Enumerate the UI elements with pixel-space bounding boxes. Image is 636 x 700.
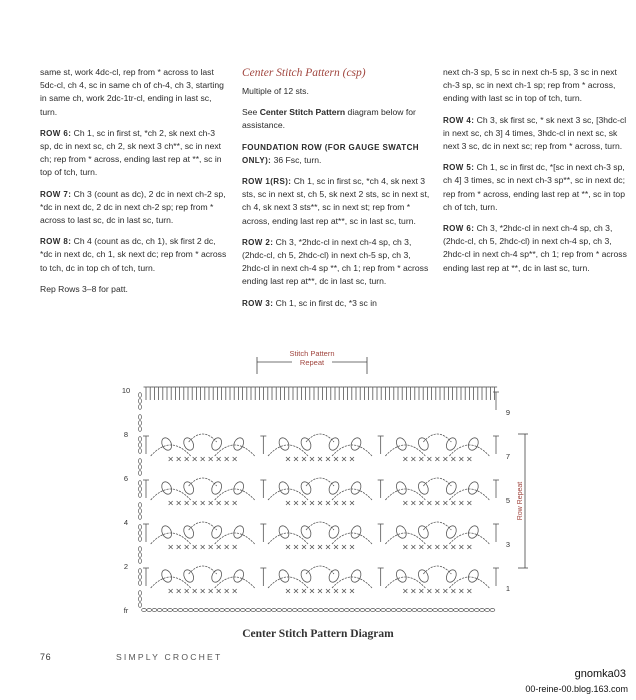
- cluster-stitch: [467, 436, 481, 452]
- row-number-left: 2: [123, 562, 129, 571]
- text-column-3: [443, 66, 629, 283]
- chain-stitch: [474, 609, 479, 612]
- page-number: 76: [40, 652, 52, 662]
- cluster-stitch: [277, 436, 291, 452]
- cluster-stitch: [395, 524, 409, 540]
- row-number-left: 8: [123, 430, 129, 439]
- cluster-stitch: [160, 480, 174, 496]
- cluster-stitch: [232, 568, 246, 584]
- row-number-right: 1: [505, 584, 511, 593]
- crochet-stitch-diagram: [120, 348, 530, 628]
- turning-chain: [139, 449, 142, 454]
- row-6-instruction: [40, 127, 228, 180]
- turning-chain: [139, 509, 142, 514]
- row-text: Ch 3, sk first sc, * sk next 3 sc, [3hdc-cl in next sc, ch 3] 4 times, 3hdc-cl in next sc, sk next 3 sc, dc in next sc; rep from * across, turn.: [443, 114, 627, 152]
- turning-chain: [139, 575, 142, 580]
- watermark-url: 00-reine-00.blog.163.com: [525, 684, 628, 694]
- turning-chain: [139, 393, 142, 398]
- text-column-2: [242, 66, 430, 318]
- chain-stitch: [360, 609, 365, 612]
- turning-chain: [139, 427, 142, 432]
- chain-stitch: [386, 609, 391, 612]
- chain-stitch: [142, 609, 147, 612]
- paragraph-intro: same st, work 4dc-cl, rep from * across to last 5dc-cl, ch 4, sc in same ch of ch-4, ch 3, starting in same ch, work 2dc-1tr-cl, ending in last sc, turn.: [40, 67, 224, 117]
- diagram-stitches: [139, 387, 500, 612]
- chain-stitch: [178, 609, 183, 612]
- turning-chain: [139, 581, 142, 586]
- cluster-stitch: [417, 524, 431, 540]
- chain-stitch: [251, 609, 256, 612]
- multiple-note: Multiple of 12 sts.: [242, 86, 309, 96]
- chain-stitch: [324, 609, 329, 612]
- cluster-stitch: [182, 436, 196, 452]
- chain-stitch: [350, 609, 355, 612]
- chain-stitch: [183, 609, 188, 612]
- row-number-right: 3: [505, 540, 511, 549]
- chain-stitch: [438, 609, 443, 612]
- foundation-row: [242, 141, 430, 167]
- row-8-instruction: [40, 235, 228, 275]
- chain-stitch: [277, 609, 282, 612]
- chain-arc: [189, 434, 217, 442]
- cluster-stitch: [395, 568, 409, 584]
- cluster-stitch: [467, 568, 481, 584]
- chain-stitch: [246, 609, 251, 612]
- turning-chain: [139, 459, 142, 464]
- row-repeat-label: Row Repeat: [517, 481, 524, 521]
- cluster-stitch: [327, 480, 341, 496]
- row-number-left: 4: [123, 518, 129, 527]
- row-label: ROW 6:: [40, 128, 72, 138]
- chain-arc: [189, 522, 217, 530]
- row-text: Ch 1, sc in first dc, *3 sc in: [273, 297, 377, 308]
- turning-chain: [139, 481, 142, 486]
- chain-stitch: [490, 609, 495, 612]
- row-4-instruction: [443, 114, 629, 154]
- chain-stitch: [199, 609, 204, 612]
- chain-stitch: [261, 609, 266, 612]
- chain-stitch: [370, 609, 375, 612]
- chain-stitch: [204, 609, 209, 612]
- chain-stitch: [355, 609, 360, 612]
- chain-stitch: [407, 609, 412, 612]
- chain-arc: [423, 434, 451, 442]
- chain-stitch: [162, 609, 167, 612]
- cluster-stitch: [395, 480, 409, 496]
- diagram-title: Center Stitch Pattern Diagram: [242, 628, 394, 640]
- row-text: Ch 3, *2hdc-cl in next ch-4 sp, ch 3, (2hdc-cl, ch 5, 2hdc-cl) in next ch-4 sp, ch 3, 2hdc-cl in next ch-4 sp**, ch 1; rep from * across ending last rep at **, dc in last sc, turn.: [443, 223, 627, 273]
- chain-stitch: [214, 609, 219, 612]
- cluster-stitch: [467, 480, 481, 496]
- chain-stitch: [287, 609, 292, 612]
- cluster-stitch: [417, 480, 431, 496]
- row-label: ROW 3:: [242, 298, 274, 308]
- section-heading: Center Stitch Pattern (csp): [242, 67, 366, 79]
- cluster-stitch: [210, 436, 224, 452]
- chain-stitch: [266, 609, 271, 612]
- row-1-instruction: [242, 175, 430, 228]
- cluster-stitch: [232, 436, 246, 452]
- cluster-stitch: [299, 480, 313, 496]
- cluster-stitch: [327, 524, 341, 540]
- chain-stitch: [298, 609, 303, 612]
- chain-stitch: [480, 609, 485, 612]
- row-number-left: fr: [123, 606, 129, 615]
- cluster-stitch: [182, 480, 196, 496]
- row-text: Ch 1, sc in first st, *ch 2, sk next ch-3 sp, dc in next sc, ch 2, sk next 3 ch**, sc in next ch; rep from * across, ending last rep at **, sc in top of tch, turn.: [40, 127, 222, 178]
- chain-arc: [189, 478, 217, 486]
- row-text: Ch 1, sc in first dc, *[sc in next ch-3 sp, ch 4] 3 times, sc in next ch-3 sp**, sc in next dc; rep from * across, ending last rep at **, sc in top ch of tch, turn.: [443, 162, 625, 212]
- turning-chain: [139, 421, 142, 426]
- row-number-right: 5: [505, 496, 511, 505]
- row-label: ROW 7:: [40, 189, 72, 199]
- chain-stitch: [194, 609, 199, 612]
- cluster-stitch: [299, 436, 313, 452]
- turning-chain: [139, 553, 142, 558]
- chain-stitch: [272, 609, 277, 612]
- watermark-user: gnomka03: [574, 668, 626, 680]
- turning-chain: [139, 559, 142, 564]
- cluster-stitch: [349, 480, 363, 496]
- chain-stitch: [428, 609, 433, 612]
- row-2-instruction: [242, 236, 430, 289]
- chain-stitch: [402, 609, 407, 612]
- chain-stitch: [313, 609, 318, 612]
- chain-stitch: [417, 609, 422, 612]
- chain-stitch: [334, 609, 339, 612]
- chain-arc: [306, 522, 334, 530]
- chain-stitch: [365, 609, 370, 612]
- see-pre: See: [242, 107, 260, 118]
- chain-stitch: [329, 609, 334, 612]
- cluster-stitch: [277, 480, 291, 496]
- row-label: ROW 6:: [443, 224, 475, 234]
- repeat-note: Rep Rows 3–8 for patt.: [40, 283, 128, 294]
- cluster-stitch: [232, 480, 246, 496]
- turning-chain: [139, 537, 142, 542]
- cluster-stitch: [232, 524, 246, 540]
- turning-chain: [139, 415, 142, 420]
- chain-stitch: [168, 609, 173, 612]
- chain-stitch: [412, 609, 417, 612]
- chain-stitch: [240, 609, 245, 612]
- turning-chain: [139, 591, 142, 596]
- cluster-stitch: [445, 480, 459, 496]
- row-number-right: 7: [505, 452, 511, 461]
- chain-stitch: [209, 609, 214, 612]
- chain-stitch: [433, 609, 438, 612]
- cluster-stitch: [210, 568, 224, 584]
- chain-stitch: [339, 609, 344, 612]
- cluster-stitch: [210, 524, 224, 540]
- chain-stitch: [443, 609, 448, 612]
- row-label: ROW 2:: [242, 237, 274, 247]
- chain-arc: [189, 566, 217, 574]
- chain-stitch: [391, 609, 396, 612]
- turning-chain: [139, 493, 142, 498]
- turning-chain: [139, 569, 142, 574]
- cluster-stitch: [349, 524, 363, 540]
- turning-chain: [139, 399, 142, 404]
- chain-stitch: [256, 609, 261, 612]
- diagram-row-numbers: [122, 386, 510, 615]
- turning-chain: [139, 471, 142, 476]
- row-label: FOUNDATION ROW (FOR GAUGE SWATCH ONLY):: [242, 142, 419, 165]
- turning-chain: [139, 465, 142, 470]
- cluster-stitch: [327, 436, 341, 452]
- paragraph-continued: next ch-3 sp, 5 sc in next ch-5 sp, 3 sc in next ch-3 sp, sc in next ch-1 sp; rep from * across, ending with last sc in top of tch, turn.: [443, 67, 617, 104]
- row-label: ROW 8:: [40, 237, 72, 247]
- turning-chain: [139, 405, 142, 410]
- chain-arc: [423, 522, 451, 530]
- chain-stitch: [173, 609, 178, 612]
- turning-chain: [139, 437, 142, 442]
- chain-stitch: [282, 609, 287, 612]
- chain-stitch: [303, 609, 308, 612]
- row-label: ROW 4:: [443, 115, 475, 125]
- repeat-label-bottom: Repeat: [299, 358, 325, 367]
- chain-stitch: [422, 609, 427, 612]
- chain-stitch: [459, 609, 464, 612]
- cluster-stitch: [160, 436, 174, 452]
- row-number-right: 9: [505, 408, 511, 417]
- row-text: 36 Fsc, turn.: [271, 154, 322, 165]
- running-head: SIMPLY CROCHET: [116, 652, 223, 662]
- chain-stitch: [235, 609, 240, 612]
- cluster-stitch: [417, 568, 431, 584]
- chain-stitch: [469, 609, 474, 612]
- cluster-stitch: [210, 480, 224, 496]
- see-post: diagram below for assistance.: [242, 107, 416, 131]
- see-bold: Center Stitch Pattern: [259, 107, 346, 118]
- cluster-stitch: [467, 524, 481, 540]
- cluster-stitch: [395, 436, 409, 452]
- text-column-1: [40, 66, 228, 304]
- chain-stitch: [381, 609, 386, 612]
- turning-chain: [139, 503, 142, 508]
- chain-stitch: [308, 609, 313, 612]
- turning-chain: [139, 597, 142, 602]
- chain-stitch: [454, 609, 459, 612]
- chain-arc: [306, 478, 334, 486]
- chain-arc: [423, 478, 451, 486]
- row-6-instruction: [443, 222, 629, 275]
- cluster-stitch: [160, 568, 174, 584]
- chain-stitch: [376, 609, 381, 612]
- row-label: ROW 5:: [443, 163, 475, 173]
- cluster-stitch: [182, 568, 196, 584]
- chain-stitch: [396, 609, 401, 612]
- row-number-left: 10: [121, 386, 131, 395]
- cluster-stitch: [277, 524, 291, 540]
- chain-arc: [306, 434, 334, 442]
- cluster-stitch: [277, 568, 291, 584]
- row-7-instruction: [40, 188, 228, 228]
- chain-arc: [306, 566, 334, 574]
- chain-stitch: [292, 609, 297, 612]
- row-text: Ch 3 (count as dc), 2 dc in next ch-2 sp, *dc in next dc, 2 dc in next ch-2 sp; rep from * across to last sc, dc in last sc, turn.: [40, 188, 226, 226]
- chain-stitch: [220, 609, 225, 612]
- chain-stitch: [344, 609, 349, 612]
- chain-stitch: [188, 609, 193, 612]
- cluster-stitch: [299, 524, 313, 540]
- chain-stitch: [318, 609, 323, 612]
- turning-chain: [139, 547, 142, 552]
- see-diagram-note: [242, 106, 430, 132]
- repeat-label-top: Stitch Pattern: [289, 349, 335, 358]
- turning-chain: [139, 531, 142, 536]
- turning-chain: [139, 515, 142, 520]
- row-text: Ch 1, sc in first sc, *ch 4, sk next 3 sts, sc in next st, ch 5, sk next 2 sts, sc in next st, ch 4, sk next 3 sts**, sc in next st; rep from * across, ending last rep at**, sc in last sc, turn.: [242, 176, 430, 226]
- row-3-instruction: [242, 297, 430, 310]
- chain-arc: [423, 566, 451, 574]
- chain-stitch: [152, 609, 157, 612]
- cluster-stitch: [182, 524, 196, 540]
- turning-chain: [139, 487, 142, 492]
- cluster-stitch: [417, 436, 431, 452]
- chain-stitch: [485, 609, 490, 612]
- cluster-stitch: [445, 568, 459, 584]
- turning-chain: [139, 443, 142, 448]
- chain-stitch: [448, 609, 453, 612]
- cluster-stitch: [349, 436, 363, 452]
- cluster-stitch: [349, 568, 363, 584]
- chain-stitch: [464, 609, 469, 612]
- row-label: ROW 1(RS):: [242, 177, 292, 187]
- cluster-stitch: [445, 524, 459, 540]
- row-text: Ch 3, *2hdc-cl in next ch-4 sp, ch 3, (2hdc-cl, ch 5, 2hdc-cl) in next ch-5 sp, ch 3, 2hdc-cl in next ch-4 sp **, ch 1; rep from * across ending last rep at**, dc in last sc, turn.: [242, 236, 429, 287]
- turning-chain: [139, 603, 142, 608]
- row-5-instruction: [443, 161, 629, 214]
- chain-stitch: [157, 609, 162, 612]
- cluster-stitch: [445, 436, 459, 452]
- chain-stitch: [147, 609, 152, 612]
- cluster-stitch: [299, 568, 313, 584]
- cluster-stitch: [160, 524, 174, 540]
- row-text: Ch 4 (count as dc, ch 1), sk first 2 dc, *dc in next dc, ch 1, sk next dc; rep from * across to tch, dc in top ch of tch, turn.: [40, 236, 227, 273]
- row-number-left: 6: [123, 474, 129, 483]
- chain-stitch: [230, 609, 235, 612]
- turning-chain: [139, 525, 142, 530]
- chain-stitch: [225, 609, 230, 612]
- cluster-stitch: [327, 568, 341, 584]
